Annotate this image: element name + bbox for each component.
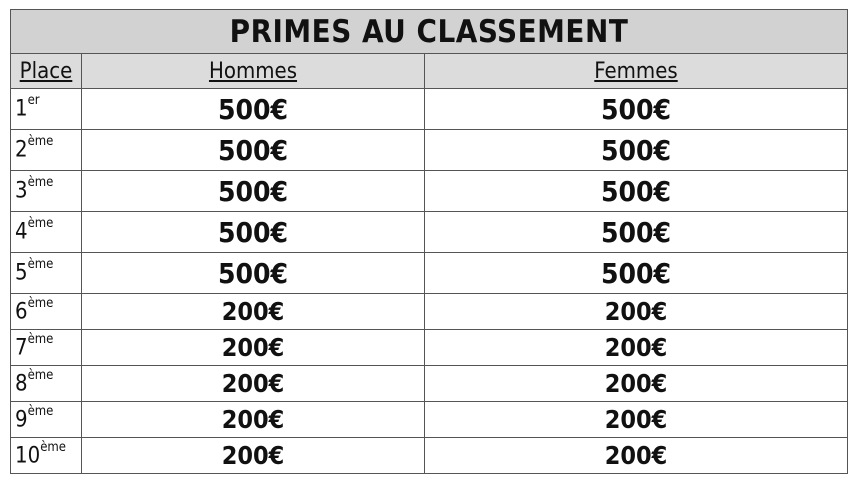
place-number: 4 bbox=[15, 219, 28, 245]
femmes-prize-cell: 500€ bbox=[425, 253, 848, 294]
femmes-prize-cell: 500€ bbox=[425, 171, 848, 212]
hommes-prize-cell: 200€ bbox=[82, 366, 425, 402]
place-cell bbox=[11, 89, 82, 130]
hommes-prize-cell: 200€ bbox=[82, 330, 425, 366]
hommes-prize-cell: 200€ bbox=[82, 402, 425, 438]
place-cell bbox=[11, 253, 82, 294]
femmes-prize-cell: 200€ bbox=[425, 294, 848, 330]
hommes-prize-cell: 500€ bbox=[82, 89, 425, 130]
place-cell bbox=[11, 438, 82, 474]
femmes-prize-cell: 200€ bbox=[425, 402, 848, 438]
prize-table-sheet bbox=[10, 9, 847, 474]
place-suffix: ème bbox=[27, 367, 54, 383]
place-suffix: ème bbox=[27, 134, 54, 150]
femmes-prize-cell: 200€ bbox=[425, 438, 848, 474]
hommes-prize-cell: 200€ bbox=[82, 294, 425, 330]
header-hommes: Hommes bbox=[82, 54, 425, 89]
hommes-prize-cell: 500€ bbox=[82, 130, 425, 171]
place-suffix: ème bbox=[27, 175, 54, 191]
table-row bbox=[11, 366, 848, 402]
table-row bbox=[11, 171, 848, 212]
femmes-prize-cell: 500€ bbox=[425, 89, 848, 130]
place-suffix: er bbox=[27, 93, 40, 109]
place-number: 5 bbox=[15, 260, 28, 286]
hommes-prize-cell: 200€ bbox=[82, 438, 425, 474]
place-cell bbox=[11, 366, 82, 402]
table-title: PRIMES AU CLASSEMENT bbox=[11, 10, 848, 54]
place-number: 6 bbox=[15, 299, 28, 325]
place-cell bbox=[11, 294, 82, 330]
place-number: 8 bbox=[15, 371, 28, 397]
place-cell bbox=[11, 330, 82, 366]
table-row bbox=[11, 89, 848, 130]
femmes-prize-cell: 500€ bbox=[425, 212, 848, 253]
hommes-prize-cell: 500€ bbox=[82, 253, 425, 294]
place-number: 7 bbox=[15, 335, 28, 361]
table-row bbox=[11, 294, 848, 330]
femmes-prize-cell: 200€ bbox=[425, 330, 848, 366]
place-suffix: ème bbox=[27, 331, 54, 347]
femmes-prize-cell: 500€ bbox=[425, 130, 848, 171]
place-cell bbox=[11, 212, 82, 253]
place-number: 2 bbox=[15, 137, 28, 163]
title-row bbox=[11, 10, 848, 54]
place-suffix: ème bbox=[27, 257, 54, 273]
table-row bbox=[11, 130, 848, 171]
header-place: Place bbox=[11, 54, 82, 89]
place-suffix: ème bbox=[27, 216, 54, 232]
place-suffix: ème bbox=[27, 403, 54, 419]
table-row bbox=[11, 438, 848, 474]
hommes-prize-cell: 500€ bbox=[82, 212, 425, 253]
place-cell bbox=[11, 171, 82, 212]
place-number: 3 bbox=[15, 178, 28, 204]
table-row bbox=[11, 330, 848, 366]
place-cell bbox=[11, 130, 82, 171]
femmes-prize-cell: 200€ bbox=[425, 366, 848, 402]
prize-table bbox=[10, 9, 848, 474]
place-cell bbox=[11, 402, 82, 438]
place-number: 9 bbox=[15, 407, 28, 433]
hommes-prize-cell: 500€ bbox=[82, 171, 425, 212]
header-row bbox=[11, 54, 848, 89]
place-suffix: ème bbox=[40, 439, 66, 455]
place-suffix: ème bbox=[27, 295, 54, 311]
prize-rows bbox=[11, 89, 848, 474]
place-number: 1 bbox=[15, 96, 28, 122]
place-number: 10 bbox=[15, 443, 41, 469]
table-row bbox=[11, 253, 848, 294]
header-femmes: Femmes bbox=[425, 54, 848, 89]
table-row bbox=[11, 402, 848, 438]
table-row bbox=[11, 212, 848, 253]
